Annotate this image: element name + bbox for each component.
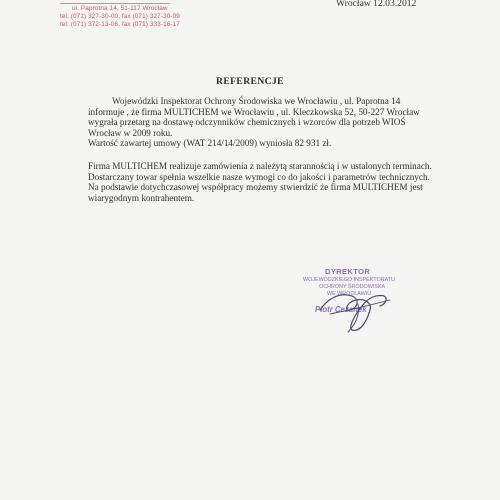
stamp-line-2: OCHRONY ŚRODOWISKA (319, 284, 386, 290)
stamp-name: Piotr Cezanek (315, 305, 367, 314)
paragraph-1-line: Wartość zawartej umowy (WAT 214/14/2009) wyniosła 82 931 zł. (88, 138, 332, 149)
paragraph-2 (88, 161, 438, 203)
paragraph-2-line: Firma MULTICHEM realizuje zamówienia z należytą starannością i w ustalonych terminach. (88, 161, 432, 171)
paragraph-2-line: Na podstawie dotychczasowej współpracy możemy stwierdzić że firma MULTICHEM jest (88, 182, 423, 193)
paragraph-2-line: wiarygodnym kontrahentem. (88, 192, 195, 203)
paragraph-2-line: Dostarczany towar spełnia wszelkie nasze wymogi co do jakości i parametrów technicznych. (88, 171, 430, 182)
stamp-title: DYREKTOR (325, 267, 371, 276)
paragraph-1-line: Wojewódzki Inspektorat Ochrony Środowiska we Wrocławiu , ul. Paprotna 14 (112, 96, 401, 106)
letterhead-address: ul. Paprotna 14, 51-117 Wrocław (72, 5, 168, 12)
document-date: Wrocław 12.03.2012 (336, 0, 417, 9)
letterhead-phone-1: tel. (071) 327-30-00, fax (071) 327-30-09 (60, 13, 180, 20)
paragraph-1-line: Wrocław w 2009 roku. (88, 127, 173, 138)
paragraph-1-line: wygrała przetarg na dostawę odczynników chemicznych i wzorców dla potrzeb WIOŚ (88, 117, 406, 128)
letterhead-rule (60, 3, 170, 4)
paragraph-1-line: informuje , że firma MULTICHEM we Wrocławiu , ul. Kleczkowska 52, 50-227 Wrocław (88, 106, 420, 117)
document-title: REFERENCJE (216, 76, 284, 87)
paragraph-1 (88, 96, 428, 149)
stamp-line-3: WE WROCŁAWIU (327, 291, 372, 297)
stamp-line-1: WOJEWÓDZKIEGO INSPEKTORATU (303, 277, 396, 283)
director-stamp (285, 262, 410, 324)
letterhead-phone-2: tel. (071) 372-13-06, fax (071) 333-16-17 (60, 21, 180, 28)
